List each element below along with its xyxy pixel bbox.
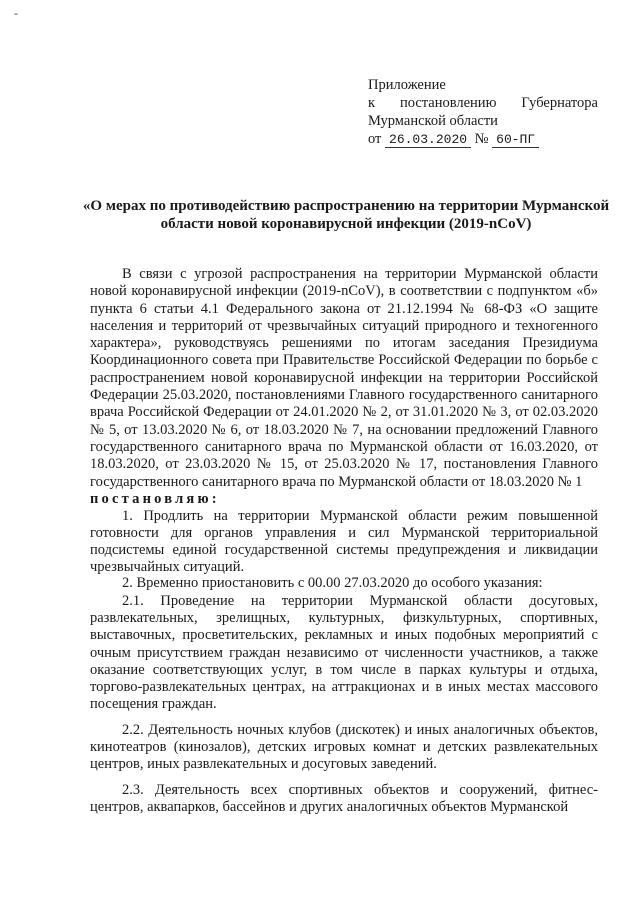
number-value: 60-ПГ bbox=[492, 132, 539, 148]
appendix-date-line bbox=[368, 130, 598, 149]
paragraph-2-2: 2.2. Деятельность ночных клубов (дискотек) и иных аналогичных объектов, кинотеатров (кинозалов), детских игровых комнат и детских развлекательных центров, иных развлекательных и досуговых заведений. bbox=[90, 721, 598, 773]
appendix-to-line bbox=[368, 94, 598, 112]
appendix-to-governor: Губернатора bbox=[521, 95, 598, 111]
paragraph-2: 2. Временно приостановить с 00.00 27.03.2020 до особого указания: bbox=[122, 575, 543, 592]
paragraph-2-3: 2.3. Деятельность всех спортивных объектов и сооружений, фитнес-центров, аквапарков, бассейнов и других аналогичных объектов Мурманской bbox=[90, 781, 598, 815]
number-prefix: № bbox=[474, 131, 489, 147]
date-value: 26.03.2020 bbox=[385, 132, 471, 148]
date-prefix: от bbox=[368, 131, 382, 147]
appendix-region: Мурманской области bbox=[368, 113, 498, 129]
appendix-to-word: постановлению bbox=[399, 95, 497, 111]
appendix-to-prefix: к bbox=[368, 95, 376, 111]
document-title: «О мерах по противодействию распространению на территории Мурманской области новой коронавирусной инфекции (2019-nCoV) bbox=[82, 198, 610, 232]
appendix-block bbox=[368, 76, 598, 149]
document-body bbox=[90, 266, 598, 816]
decree-word: постановляю: bbox=[90, 490, 220, 507]
paragraph-1: 1. Продлить на территории Мурманской области режим повышенной готовности для органов управления и сил Мурманской территориальной подсистемы единой государственной системы предупреждения и ликвидации чрезвычайных ситуаций. bbox=[90, 508, 598, 575]
corner-mark: - bbox=[14, 6, 18, 20]
paragraph-2-1: 2.1. Проведение на территории Мурманской области досуговых, развлекательных, зрелищных, культурных, физкультурных, спортивных, выставочных, просветительских, рекламных и иных подобных мероприятий с очным присутствием граждан независимо от численности участников, а также оказание соответствующих услуг, в том числе в парках культуры и отдыха, торгово-развлекательных центрах, на аттракционах и в иных местах массового посещения граждан. bbox=[90, 592, 598, 713]
preamble-paragraph: В связи с угрозой распространения на территории Мурманской области новой коронавирусной инфекции (2019-nCoV), в соответствии с подпунктом «б» пункта 6 статьи 4.1 Федерального закона от 21.12.1994 № 68-ФЗ «О защите населения и территорий от чрезвычайных ситуаций природного и техногенного характера», руководствуясь решениями по итогам заседания Президиума Координационного совета при Правительстве Российской Федерации по борьбе с распространением новой коронавирусной инфекции на территории Российской Федерации 25.03.2020, постановлениями Главного государственного санитарного врача Российской Федерации от 24.01.2020 № 2, от 31.01.2020 № 3, от 02.03.2020 № 5, от 13.03.2020 № 6, от 18.03.2020 № 7, на основании предложений Главного государственного санитарного врача по Мурманской области от 16.03.2020, от 18.03.2020, от 23.03.2020 № 15, от 25.03.2020 № 17, постановления Главного государственного санитарного врача по Мурманской области от 18.03.2020 № 1 bbox=[90, 266, 598, 490]
appendix-heading: Приложение bbox=[368, 77, 446, 93]
